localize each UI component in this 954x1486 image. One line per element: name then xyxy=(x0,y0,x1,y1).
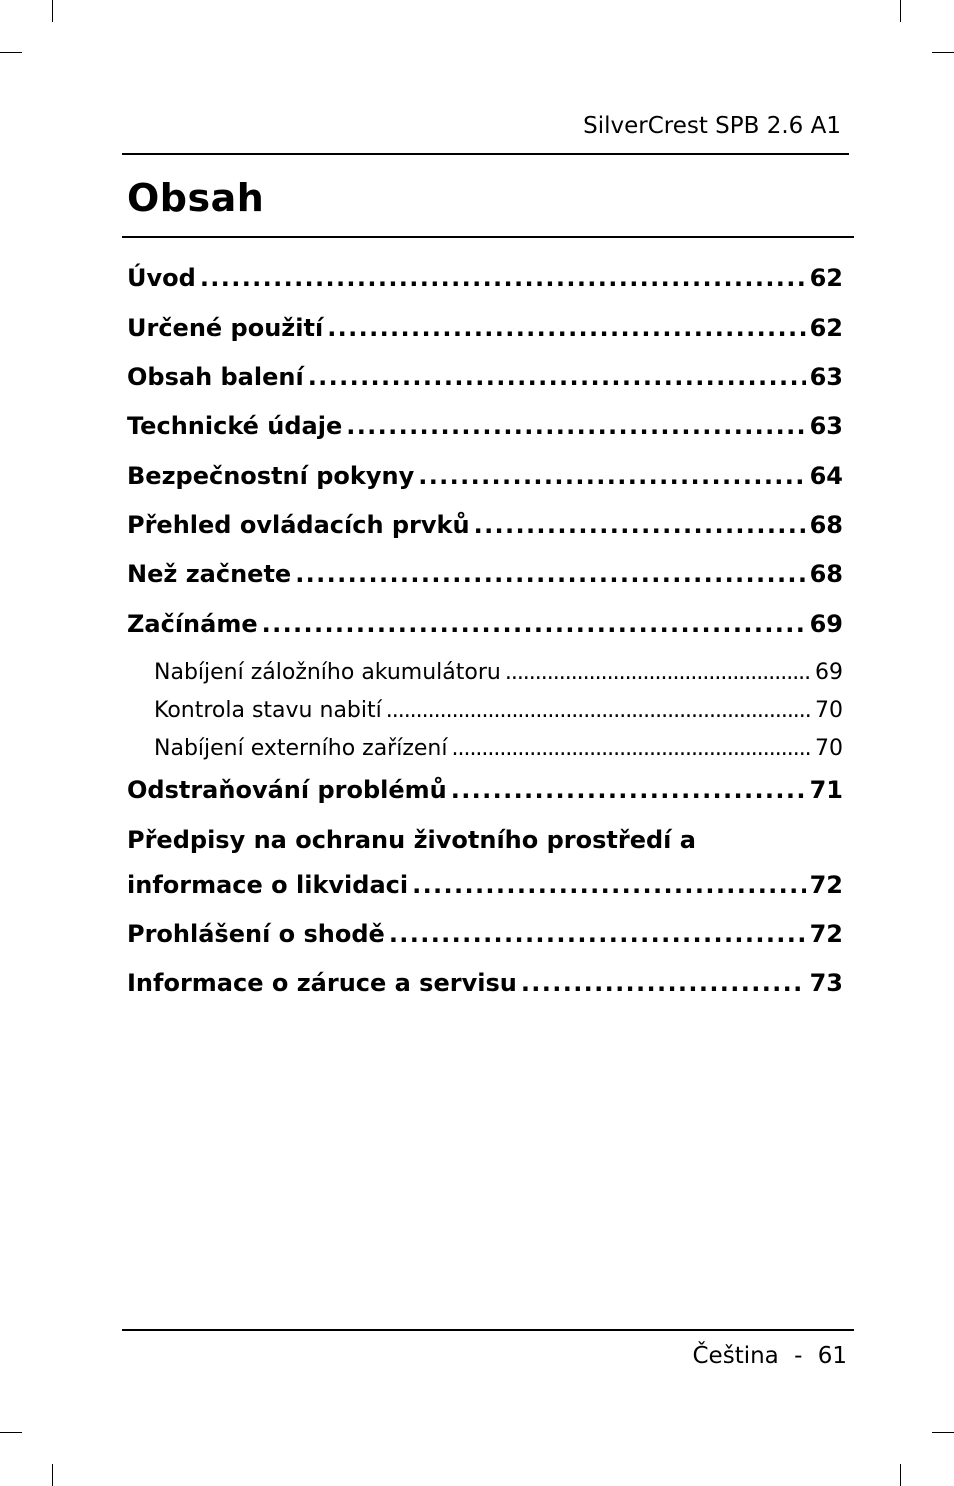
toc-entry-title: Začínáme xyxy=(127,610,258,638)
toc-entry-title: Nabíjení externího zařízení xyxy=(154,736,448,761)
dot-leader xyxy=(418,462,805,490)
toc-entry-title: Úvod xyxy=(127,264,196,292)
toc-entry-title: Prohlášení o shodě xyxy=(127,920,385,948)
toc-entry-bezpecnostni-pokyny[interactable] xyxy=(127,462,843,490)
toc-entry-page: 71 xyxy=(809,776,843,804)
crop-mark-bottom-right-h xyxy=(932,1432,954,1433)
crop-mark-top-right xyxy=(900,0,901,22)
dot-leader xyxy=(451,736,811,761)
crop-mark-bottom-left-h xyxy=(0,1432,22,1433)
crop-mark-bottom-right xyxy=(900,1464,901,1486)
dot-leader xyxy=(200,264,806,292)
toc-entry-odstranovani-problemu[interactable] xyxy=(127,776,843,804)
toc-entry-title: Než začnete xyxy=(127,560,292,588)
toc-entry-title: Nabíjení záložního akumulátoru xyxy=(154,660,501,685)
toc-entry-zaciname[interactable] xyxy=(127,610,843,638)
footer-language: Čeština xyxy=(692,1343,779,1369)
toc-subentry-kontrola-stavu-nabiti[interactable] xyxy=(154,698,843,723)
dot-leader xyxy=(412,871,805,899)
toc-entry-title: Přehled ovládacích prvků xyxy=(127,511,470,539)
toc-entry-prohlaseni-o-shode[interactable] xyxy=(127,920,843,948)
toc-entry-page: 69 xyxy=(815,660,843,685)
crop-mark-top-left xyxy=(52,0,53,22)
toc-entry-page: 72 xyxy=(809,871,843,899)
page-title: Obsah xyxy=(127,176,265,220)
toc-entry-page: 68 xyxy=(809,511,843,539)
footer-rule xyxy=(122,1329,854,1331)
dot-leader xyxy=(389,920,806,948)
toc-entry-page: 72 xyxy=(809,920,843,948)
dot-leader xyxy=(262,610,806,638)
toc-entry-title: Kontrola stavu nabití xyxy=(154,698,382,723)
toc-entry-informace-o-zaruce[interactable] xyxy=(127,969,843,997)
toc-entry-page: 70 xyxy=(815,736,843,761)
toc-entry-page: 73 xyxy=(809,969,843,997)
toc-subentry-nabijeni-externiho-zarizeni[interactable] xyxy=(154,736,843,761)
toc-entry-nez-zacnete[interactable] xyxy=(127,560,843,588)
toc-entry-informace-o-likvidaci[interactable] xyxy=(127,871,843,899)
toc-entry-page: 63 xyxy=(809,363,843,391)
title-rule xyxy=(122,236,854,238)
toc-entry-urcene-pouziti[interactable] xyxy=(127,314,843,342)
toc-entry-predpisy-line1[interactable] xyxy=(127,826,843,854)
toc-entry-title: Bezpečnostní pokyny xyxy=(127,462,415,490)
toc-entry-prehled-ovladacich-prvku[interactable] xyxy=(127,511,843,539)
toc-entry-uvod[interactable] xyxy=(127,264,843,292)
dot-leader xyxy=(505,660,811,685)
dot-leader xyxy=(327,314,805,342)
dot-leader xyxy=(386,698,811,723)
toc-entry-page: 70 xyxy=(815,698,843,723)
dot-leader xyxy=(474,511,806,539)
crop-mark-bottom-left xyxy=(52,1464,53,1486)
toc-entry-title: informace o likvidaci xyxy=(127,871,409,899)
header-rule xyxy=(122,153,849,155)
toc-entry-title: Odstraňování problémů xyxy=(127,776,447,804)
toc-subentry-nabijeni-zalozniho-akumulatoru[interactable] xyxy=(154,660,843,685)
toc-entry-title: Předpisy na ochranu životního prostředí a xyxy=(127,826,696,854)
footer-page-number: 61 xyxy=(817,1343,847,1369)
footer-separator: - xyxy=(794,1343,803,1369)
toc-entry-page: 63 xyxy=(809,412,843,440)
toc-entry-obsah-baleni[interactable] xyxy=(127,363,843,391)
toc-entry-title: Určené použití xyxy=(127,314,324,342)
dot-leader xyxy=(451,776,806,804)
footer xyxy=(693,1343,848,1369)
toc-entry-page: 62 xyxy=(809,264,843,292)
toc-entry-technicke-udaje[interactable] xyxy=(127,412,843,440)
toc-entry-title: Obsah balení xyxy=(127,363,304,391)
toc-entry-title: Informace o záruce a servisu xyxy=(127,969,517,997)
crop-mark-top-right-h xyxy=(932,52,954,53)
toc-entry-title: Technické údaje xyxy=(127,412,343,440)
crop-mark-top-left-h xyxy=(0,52,22,53)
toc-entry-page: 69 xyxy=(809,610,843,638)
toc-entry-page: 68 xyxy=(809,560,843,588)
dot-leader xyxy=(521,969,806,997)
dot-leader xyxy=(295,560,805,588)
toc-entry-page: 62 xyxy=(809,314,843,342)
dot-leader xyxy=(308,363,806,391)
dot-leader xyxy=(346,412,805,440)
toc-entry-page: 64 xyxy=(809,462,843,490)
header-product-name: SilverCrest SPB 2.6 A1 xyxy=(583,113,841,139)
